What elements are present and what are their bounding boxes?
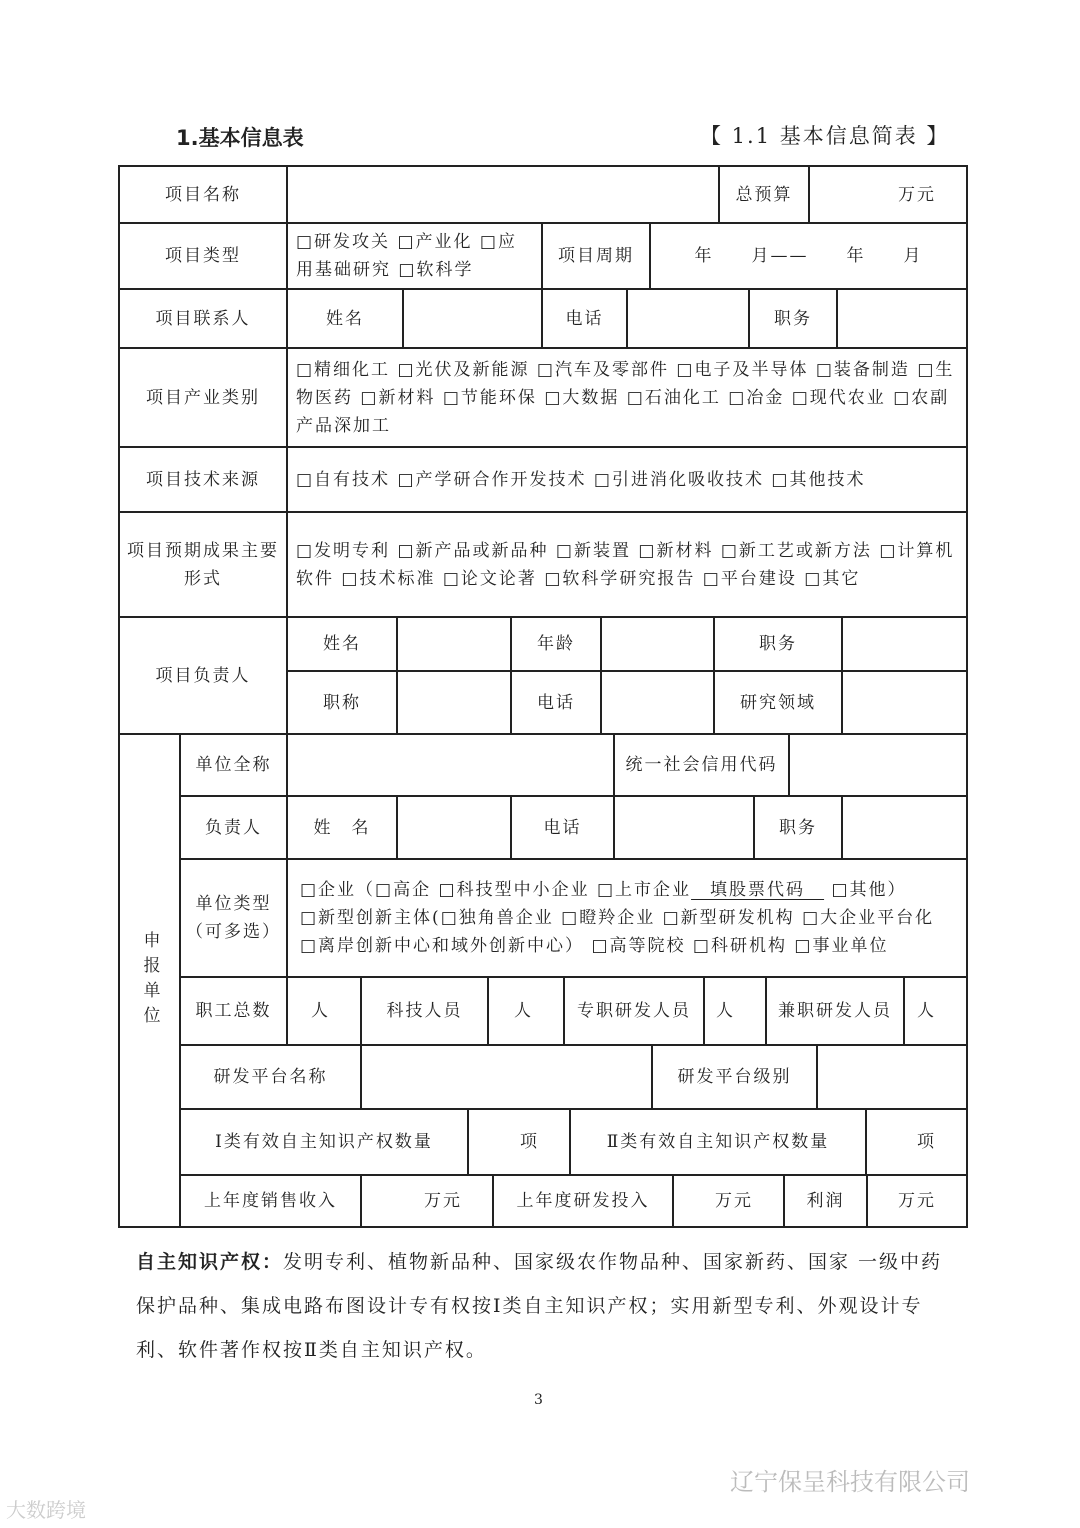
type-line1b: □其他） <box>824 880 907 900</box>
label-ip-class1: Ⅰ类有效自主知识产权数量 <box>181 1110 469 1176</box>
type-line1a: □企业（□高企 □科技型中小企业 □上市企业 <box>300 880 692 900</box>
label-contact: 项目联系人 <box>120 290 288 349</box>
label-leader-title: 职称 <box>288 672 398 735</box>
label-unit-head: 负责人 <box>181 797 288 860</box>
label-project-type: 项目类型 <box>120 224 288 290</box>
stock-code-blank[interactable]: 填股票代码 <box>691 880 825 900</box>
project-type-options[interactable]: □研发攻关 □产业化 □应用基础研究 □软科学 <box>288 224 543 290</box>
label-head-phone: 电话 <box>512 797 615 860</box>
leader-title-field[interactable] <box>398 672 512 735</box>
project-period-field[interactable]: 年 月—— 年 月 <box>651 224 968 290</box>
label-unit-name: 单位全称 <box>181 735 288 797</box>
label-parttime-rd: 兼职研发人员 <box>767 978 905 1046</box>
page-number: 3 <box>534 1392 543 1408</box>
head-phone-field[interactable] <box>615 797 755 860</box>
label-contact-phone: 电话 <box>543 290 628 349</box>
label-sales: 上年度销售收入 <box>181 1176 362 1228</box>
label-rd-invest: 上年度研发投入 <box>494 1176 674 1228</box>
label-leader-age: 年龄 <box>512 618 602 672</box>
leader-position-field[interactable] <box>843 618 968 672</box>
label-platform-name: 研发平台名称 <box>181 1046 362 1110</box>
label-research-field: 研究领域 <box>715 672 843 735</box>
profit-field[interactable]: 万元 <box>868 1176 968 1228</box>
label-leader-name: 姓名 <box>288 618 398 672</box>
label-project-name: 项目名称 <box>120 167 288 224</box>
research-field-field[interactable] <box>843 672 968 735</box>
unit-name-field[interactable] <box>288 735 615 797</box>
platform-name-field[interactable] <box>362 1046 653 1110</box>
label-head-name: 姓 名 <box>288 797 398 860</box>
industry-options[interactable]: □精细化工 □光伏及新能源 □汽车及零部件 □电子及半导体 □装备制造 □生物医药 □新材料 □节能环保 □大数据 □石油化工 □冶金 □现代农业 □农副产品深加工 <box>288 349 968 448</box>
label-tech-staff: 科技人员 <box>362 978 489 1046</box>
tech-staff-field[interactable]: 人 <box>489 978 565 1046</box>
head-position-field[interactable] <box>843 797 968 860</box>
budget-field[interactable]: 万元 <box>810 167 968 224</box>
label-project-period: 项目周期 <box>543 224 651 290</box>
label-total-budget: 总预算 <box>720 167 810 224</box>
leader-name-field[interactable] <box>398 618 512 672</box>
label-contact-position: 职务 <box>750 290 838 349</box>
label-industry: 项目产业类别 <box>120 349 288 448</box>
label-fulltime-rd: 专职研发人员 <box>565 978 705 1046</box>
label-contact-name: 姓名 <box>288 290 404 349</box>
footnote-text: 发明专利、植物新品种、国家级农作物品种、国家新药、国家 一级中药保护品种、集成电路布图设计专有权按Ⅰ类自主知识产权；实用新型专利、外观设计专利、软件著作权按Ⅱ类自主知识产权。 <box>136 1251 943 1361</box>
label-head-position: 职务 <box>755 797 843 860</box>
table-title: 【 1.1 基本信息简表 】 <box>700 124 950 148</box>
label-unit-type: 单位类型（可多选） <box>181 860 288 978</box>
label-leader-phone: 电话 <box>512 672 602 735</box>
outcome-options[interactable]: □发明专利 □新产品或新品种 □新装置 □新材料 □新工艺或新方法 □计算机软件 □技术标准 □论文论著 □软科学研究报告 □平台建设 □其它 <box>288 513 968 618</box>
unit-type-options[interactable] <box>288 860 968 978</box>
tech-source-options[interactable]: □自有技术 □产学研合作开发技术 □引进消化吸收技术 □其他技术 <box>288 448 968 513</box>
section-heading: 1.基本信息表 <box>176 126 304 150</box>
contact-position-field[interactable] <box>838 290 968 349</box>
label-ip-class2: Ⅱ类有效自主知识产权数量 <box>571 1110 867 1176</box>
label-profit: 利润 <box>785 1176 868 1228</box>
label-leader-position: 职务 <box>715 618 843 672</box>
type-line3: □离岸创新中心和域外创新中心） □高等院校 □科研机构 □事业单位 <box>300 936 889 956</box>
watermark-brand: 大数跨境 <box>6 1498 86 1522</box>
footnote <box>136 1240 956 1372</box>
label-tech-source: 项目技术来源 <box>120 448 288 513</box>
basic-info-table <box>118 165 968 1228</box>
leader-age-field[interactable] <box>602 618 715 672</box>
contact-phone-field[interactable] <box>628 290 750 349</box>
sales-field[interactable]: 万元 <box>362 1176 494 1228</box>
credit-code-field[interactable] <box>790 735 968 797</box>
leader-phone-field[interactable] <box>602 672 715 735</box>
ip-class1-field[interactable]: 项 <box>469 1110 571 1176</box>
parttime-rd-field[interactable]: 人 <box>905 978 968 1046</box>
watermark-company: 辽宁保呈科技有限公司 <box>730 1468 970 1496</box>
label-credit-code: 统一社会信用代码 <box>615 735 790 797</box>
label-applicant-unit: 申报单位 <box>120 735 181 1228</box>
platform-level-field[interactable] <box>818 1046 968 1110</box>
footnote-label: 自主知识产权： <box>136 1251 284 1273</box>
rd-invest-field[interactable]: 万元 <box>674 1176 785 1228</box>
label-outcome: 项目预期成果主要形式 <box>120 513 288 618</box>
ip-class2-field[interactable]: 项 <box>867 1110 968 1176</box>
project-name-field[interactable] <box>288 167 720 224</box>
fulltime-rd-field[interactable]: 人 <box>705 978 767 1046</box>
contact-name-field[interactable] <box>404 290 543 349</box>
type-line2: □新型创新主体(□独角兽企业 □瞪羚企业 □新型研发机构 □大企业平台化 <box>300 908 935 928</box>
head-name-field[interactable] <box>398 797 512 860</box>
label-staff-total: 职工总数 <box>181 978 288 1046</box>
staff-total-field[interactable]: 人 <box>288 978 362 1046</box>
label-leader: 项目负责人 <box>120 618 288 735</box>
label-platform-level: 研发平台级别 <box>653 1046 818 1110</box>
